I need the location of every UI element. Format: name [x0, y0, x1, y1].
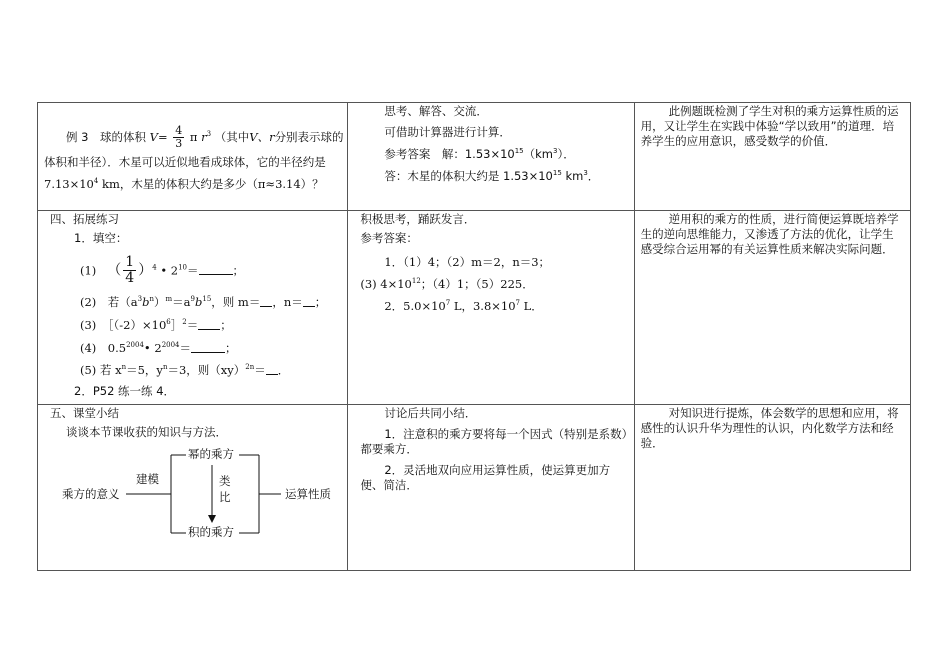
example3-line2: 体积和半径）．木星可以近似地看成球体，它的半径约是 — [44, 155, 326, 169]
table-row-example3 — [38, 103, 911, 211]
answer-conclusion: 答：木星的体积大约是 $1.53\times 10^{15}$ $km^3$． — [384, 169, 600, 183]
activity-line2: 可借助计算器进行计算． — [384, 125, 511, 139]
cell-example3-activity — [348, 103, 634, 211]
question-1: (1) （ $\frac{1}{4}$ ）$^4$ • $2^{10}=$ ； — [80, 254, 244, 287]
cell-summary-content — [38, 405, 348, 571]
cell-extension-content — [38, 211, 348, 405]
lesson-plan-table — [37, 102, 911, 571]
cell-example3-content — [38, 103, 348, 211]
node-operation-properties: 运算性质 — [285, 487, 331, 501]
edge-modeling-label: 建模 — [136, 472, 159, 486]
answer-blank[interactable] — [303, 296, 315, 307]
summary-prompt: 谈谈本节课收获的知识与方法． — [66, 425, 227, 439]
fill-blank-label: 1．填空： — [74, 231, 128, 245]
cell-extension-intent — [634, 211, 910, 405]
cell-summary-activity — [348, 405, 634, 571]
node-power-of-power: 幂的乘方 — [188, 447, 234, 461]
answer-line-3: 2．$5.0\times 10^7$ L，$3.8\times 10^7$ L． — [384, 299, 543, 313]
answer-line-2: (3) $4\times 10^{12}$；（4）1；（5）225． — [360, 277, 534, 291]
node-power-meaning: 乘方的意义 — [62, 487, 120, 501]
cell-extension-activity — [348, 211, 634, 405]
intent-text: 此例题既检测了学生对积的乘方运算性质的运用，又让学生在实践中体验“学以致用”的道理．培养学生的应用意识，感受数学的价值． — [640, 104, 899, 148]
analogy-label-2: 比 — [219, 490, 231, 504]
analogy-label-1: 类 — [219, 474, 231, 488]
answer-line-1: 1．（1）4；（2）m＝2，n＝3； — [384, 255, 551, 269]
question-5: (5) 若 $x^n=5$，$y^n=3$，则（xy）$^{2n}$＝ ． — [80, 363, 290, 377]
summary-point-1: 1．注意积的乘方要将每一个因式（特别是系数）都要乘方． — [360, 427, 628, 456]
activity-line1: 讨论后共同小结． — [384, 406, 477, 420]
answer-blank[interactable] — [191, 342, 225, 353]
fraction-one-quarter: $\frac{1}{4}$ — [125, 254, 135, 287]
reference-answer-label: 参考答案： — [360, 231, 418, 245]
question-3: (3) $[(-2)\times 10^6]^2=$ ； — [80, 318, 232, 332]
activity-line1: 积极思考，踊跃发言． — [360, 212, 476, 226]
answer-blank[interactable] — [199, 264, 233, 275]
answer-blank[interactable] — [198, 319, 220, 330]
arrow-down-icon — [208, 515, 216, 523]
answer-blank[interactable] — [266, 364, 278, 375]
section-heading-extension: 四、拓展练习 — [50, 212, 119, 226]
example3-line1: 例 3 球的体积 V= $\frac{4}{3}$ π $r^3$ （其中V、r分别表示球的 — [66, 124, 344, 151]
concept-diagram — [38, 441, 348, 541]
cell-summary-intent — [634, 405, 910, 571]
node-power-of-product: 积的乘方 — [188, 525, 234, 539]
answer-blank[interactable] — [260, 296, 272, 307]
question-2: (2) 若$(a^3b^n)^m=a^9b^{15}$，则 m＝ ，n＝ ； — [80, 295, 327, 309]
summary-point-2: 2．灵活地双向应用运算性质，使运算更加方便、简洁． — [360, 463, 611, 492]
answer-line: 参考答案 解：$1.53\times 10^{15}(km^3)$． — [384, 147, 575, 161]
table-row-summary — [38, 405, 911, 571]
fraction-four-thirds: $\frac{4}{3}$ — [175, 124, 183, 151]
intent-text: 对知识进行提炼，体会数学的思想和应用，将感性的认识升华为理性的认识，内化数学方法和经验． — [640, 406, 899, 450]
table-row-extension — [38, 211, 911, 405]
example3-title: 例 3 球的体积 — [66, 130, 146, 145]
intent-text: 逆用积的乘方的性质，进行简便运算既培养学生的逆向思维能力，又渗透了方法的优化，让学生感受综合运用幂的有关运算性质来解决实际问题． — [640, 212, 899, 256]
exercise-reference: 2．P52 练一练 4． — [74, 384, 176, 398]
question-4: (4) $0.5^{2004}•$ $2^{2004}=$ ； — [80, 341, 237, 355]
example3-line3: $7.13\times 10^4$ km，木星的体积大约是多少（π≈3.14）？ — [44, 177, 324, 191]
cell-example3-intent — [634, 103, 910, 211]
activity-line1: 思考、解答、交流． — [384, 104, 488, 118]
section-heading-summary: 五、课堂小结 — [50, 406, 119, 420]
